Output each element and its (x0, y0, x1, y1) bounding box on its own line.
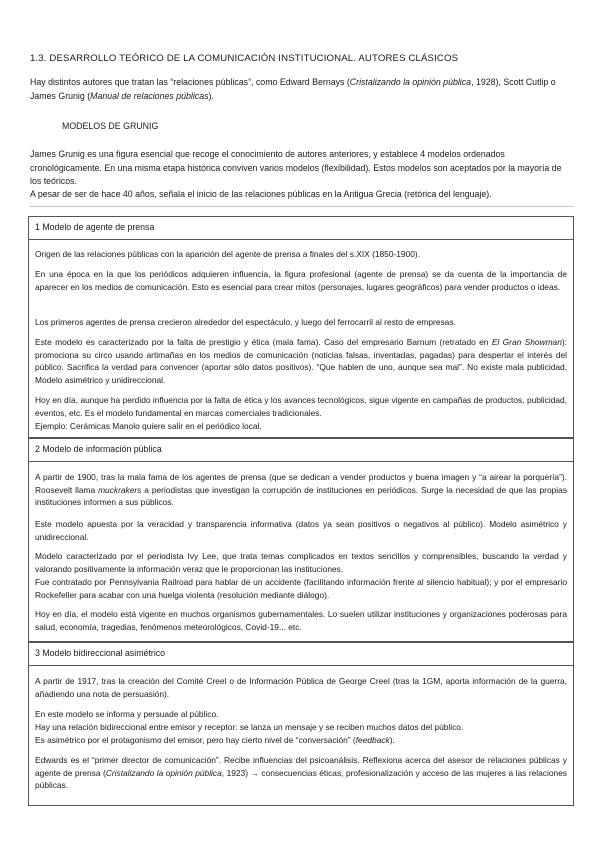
intro-book-title-2: Manual de relaciones públicas (90, 90, 209, 101)
model-3-paragraph-3: Hay una relación bidireccional entre emisor y receptor: se lanza un mensaje y se reciben muchos datos del público. (35, 722, 464, 732)
model-2-p1-text-1: A partir de 1900, tras la mala fama de los agentes de prensa (que se dedican a vender productos y buena imagen y “a airear la porquería”). Roosevelt llama (35, 472, 567, 495)
model-1-paragraph-4 (35, 336, 567, 386)
model-1-paragraph-6: Ejemplo: Cerámicas Manolo quiere salir en el periódico local. (35, 421, 262, 431)
model-2-p1-text-2: a periodistas que investigan la corrupción de instituciones en periódicos. Surge la necesidad de que las propias instituciones informen a sus públicos. (35, 484, 567, 508)
model-3-p4-text-2: ). (389, 735, 395, 745)
model-2-term-muckrakers: muckrakers (98, 484, 142, 495)
model-1-heading: 1 Modelo de agente de prensa (29, 217, 573, 240)
intro-text-3: ). (208, 90, 214, 101)
model-1-box (28, 216, 574, 438)
section-title: 1.3. DESARROLLO TEÓRICO DE LA COMUNICACIÓN INSTITUCIONAL. AUTORES CLÁSICOS (30, 53, 459, 64)
model-1-p4-text-2: ): promociona su circo usando artimañas en los medios de comunicación (noticias falsas, inventadas, pagadas) para despertar el interés del público. Sacrifica la verdad para convencer (aportar sólo datos positivos). “Que hablen de uno, aunque sea mal”. No existe mala publicidad. Modelo asimétrico y unidireccional. (35, 337, 567, 385)
model-3-heading: 3 Modelo bidireccional asimétrico (29, 643, 573, 666)
intro-paragraph (30, 76, 574, 103)
model-2-paragraph-5: Hoy en día, el modelo está vigente en muchos organismos gubernamentales. Lo suelen utilizar instituciones y organizaciones poderosas para salud, economía, tragedias, fenómenos meteorológicos, Covid-19... etc. (35, 609, 567, 632)
model-3-paragraph-4 (35, 734, 567, 747)
model-3-box (28, 642, 574, 806)
model-2-paragraph-2: Este modelo apuesta por la veracidad y transparencia informativa (datos ya sean positivos o negativos al público). Modelo asimétrico y unidireccional. (35, 519, 567, 542)
model-1-paragraph-1: Origen de las relaciones públicas con la aparición del agente de prensa a finales del s.XIX (1850-1900). (35, 249, 421, 259)
grunig-paragraph: James Grunig es una figura esencial que recoge el conocimiento de autores anteriores, y establece 4 modelos ordenados cronológicamente. En una misma etapa histórica conviven varios modelos (flexibilidad). Estos modelos son aceptados por la mayoría de los teóricos. (30, 149, 562, 186)
model-3-p5-text-2: , 1923) → consecuencias éticas, profesionalización y acceso de las mujeres a las relaciones públicas. (35, 767, 567, 791)
model-2-box (28, 438, 574, 642)
model-1-paragraph-3: Los primeros agentes de prensa crecieron alrededor del espectáculo, y luego del ferrocarril al resto de empresas. (35, 317, 456, 327)
model-1-p4-text-1: Este modelo es caracterizado por la falta de prestigio y ética (mala fama). Caso del empresario Barnum (retratado en (35, 337, 492, 347)
model-3-paragraph-1: A partir de 1917, tras la creación del Comité Creel o de Información Pública de George Creel (tras la 1GM, aporta información de la guerra, añadiendo una nota de persuasión). (35, 676, 567, 699)
model-1-paragraph-5: Hoy en día, aunque ha perdido influencia por la falta de ética y los avances tecnológicos, sigue vigente en campañas de productos, publicidad, eventos, etc. Es el modelo fundamental en marcas comerciales tradicionales. (35, 395, 567, 418)
model-3-p5-text-1: Edwards es el “primer director de comunicación”. Recibe influencias del psicoanálisis. Reflexiona acerca del asesor de relaciones públicas y agente de prensa ( (35, 755, 567, 778)
grecia-paragraph: A pesar de ser de hace 40 años, señala el inicio de las relaciones públicas en la Antigua Grecia (retórica del lenguaje). (30, 189, 492, 199)
model-3-p4-text-1: Es asimétrico por el protagonismo del emisor, pero hay cierto nivel de “conversación” ( (35, 735, 356, 745)
model-2-paragraph-1 (35, 471, 567, 509)
model-1-film-title: El Gran Showman (491, 337, 562, 347)
subtitle-grunig: MODELOS DE GRUNIG (62, 121, 159, 131)
model-3-term-feedback: feedback (355, 735, 390, 745)
model-2-paragraph-3: Modelo caracterizado por el periodista Ivy Lee, que trata temas complicados en textos sencillos y comprensibles, buscando la verdad y valorando positivamente la información veraz que le proporcionan las instituciones. (35, 551, 567, 574)
model-3-paragraph-5 (35, 754, 567, 792)
model-2-paragraph-4: Fue contratado por Pennsylvania Railroad para hablar de un accidente (facilitando información frente al silencio habitual); y por el empresario Rockefeller para acabar con una huelga violenta (resolución mediante diálogo). (35, 577, 567, 600)
separator-line (30, 206, 574, 207)
model-3-book-title: Cristalizando la opinión pública (105, 767, 222, 778)
model-2-heading: 2 Modelo de información pública (29, 439, 573, 462)
model-3-paragraph-2: En este modelo se informa y persuade al público. (35, 709, 219, 719)
intro-text-1: Hay distintos autores que tratan las “relaciones públicas”, como Edward Bernays ( (30, 77, 350, 87)
intro-book-title-1: Cristalizando la opinión pública (349, 77, 472, 87)
intro-text-2: , 1928), Scott Cutlip o James Grunig ( (30, 77, 556, 101)
model-1-paragraph-2: En una época en la que los periódicos adquieren influencia, la figura profesional (agente de prensa) se da cuenta de la importancia de aparecer en los medios de comunicación. Esto es esencial para crear mitos (personajes, lugares geográficos) para vender productos o ideas. (35, 269, 567, 292)
